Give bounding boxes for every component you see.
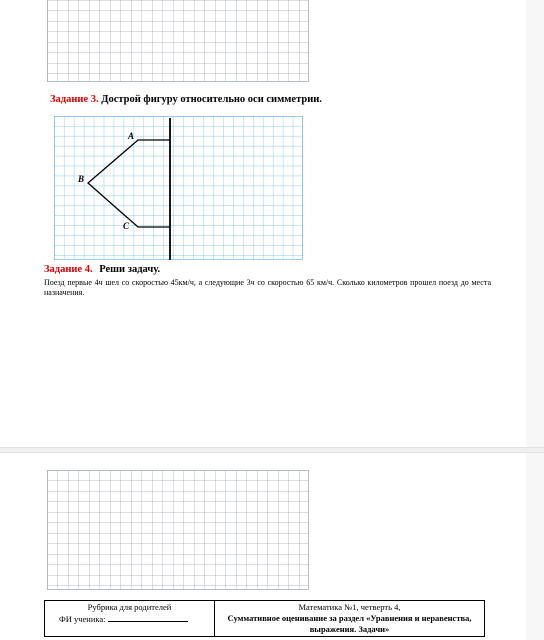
- student-name-label: ФИ ученика:: [59, 614, 106, 624]
- point-a-label: A: [128, 131, 135, 141]
- point-c-label: C: [123, 221, 130, 231]
- student-name-field[interactable]: [108, 613, 188, 622]
- task3-text: Дострой фигуру относительно оси симметрии.: [101, 94, 322, 105]
- top-answer-grid: [47, 0, 309, 82]
- rubric-title: Рубрика для родителей: [87, 602, 172, 612]
- bottom-answer-grid: [47, 470, 309, 590]
- page-break: [0, 447, 544, 453]
- task3-label: Задание 3.: [50, 94, 99, 105]
- viewer-background: [526, 0, 544, 640]
- symmetry-grid: [54, 116, 303, 260]
- rubric-table: [44, 600, 485, 637]
- point-b-label: B: [78, 174, 85, 184]
- task4-problem-text: Поезд первые 4ч шел со скоростью 45км/ч, а следующие 3ч со скоростью 65 км/ч. Сколько километров прошел поезд до места назначения.: [44, 278, 491, 297]
- task3-heading: [50, 94, 322, 105]
- subject-info: Математика №1, четверть 4,: [298, 602, 401, 612]
- task4-label: Задание 4.: [44, 264, 93, 275]
- task4-title: Реши задачу.: [99, 264, 161, 275]
- task4-heading: [44, 264, 160, 275]
- assessment-title: Суммативное оценивание за раздел «Уравнения и неравенства, выражения. Задачи»: [227, 613, 472, 634]
- rubric-right-cell: [215, 601, 485, 637]
- rubric-left-cell: [45, 601, 215, 637]
